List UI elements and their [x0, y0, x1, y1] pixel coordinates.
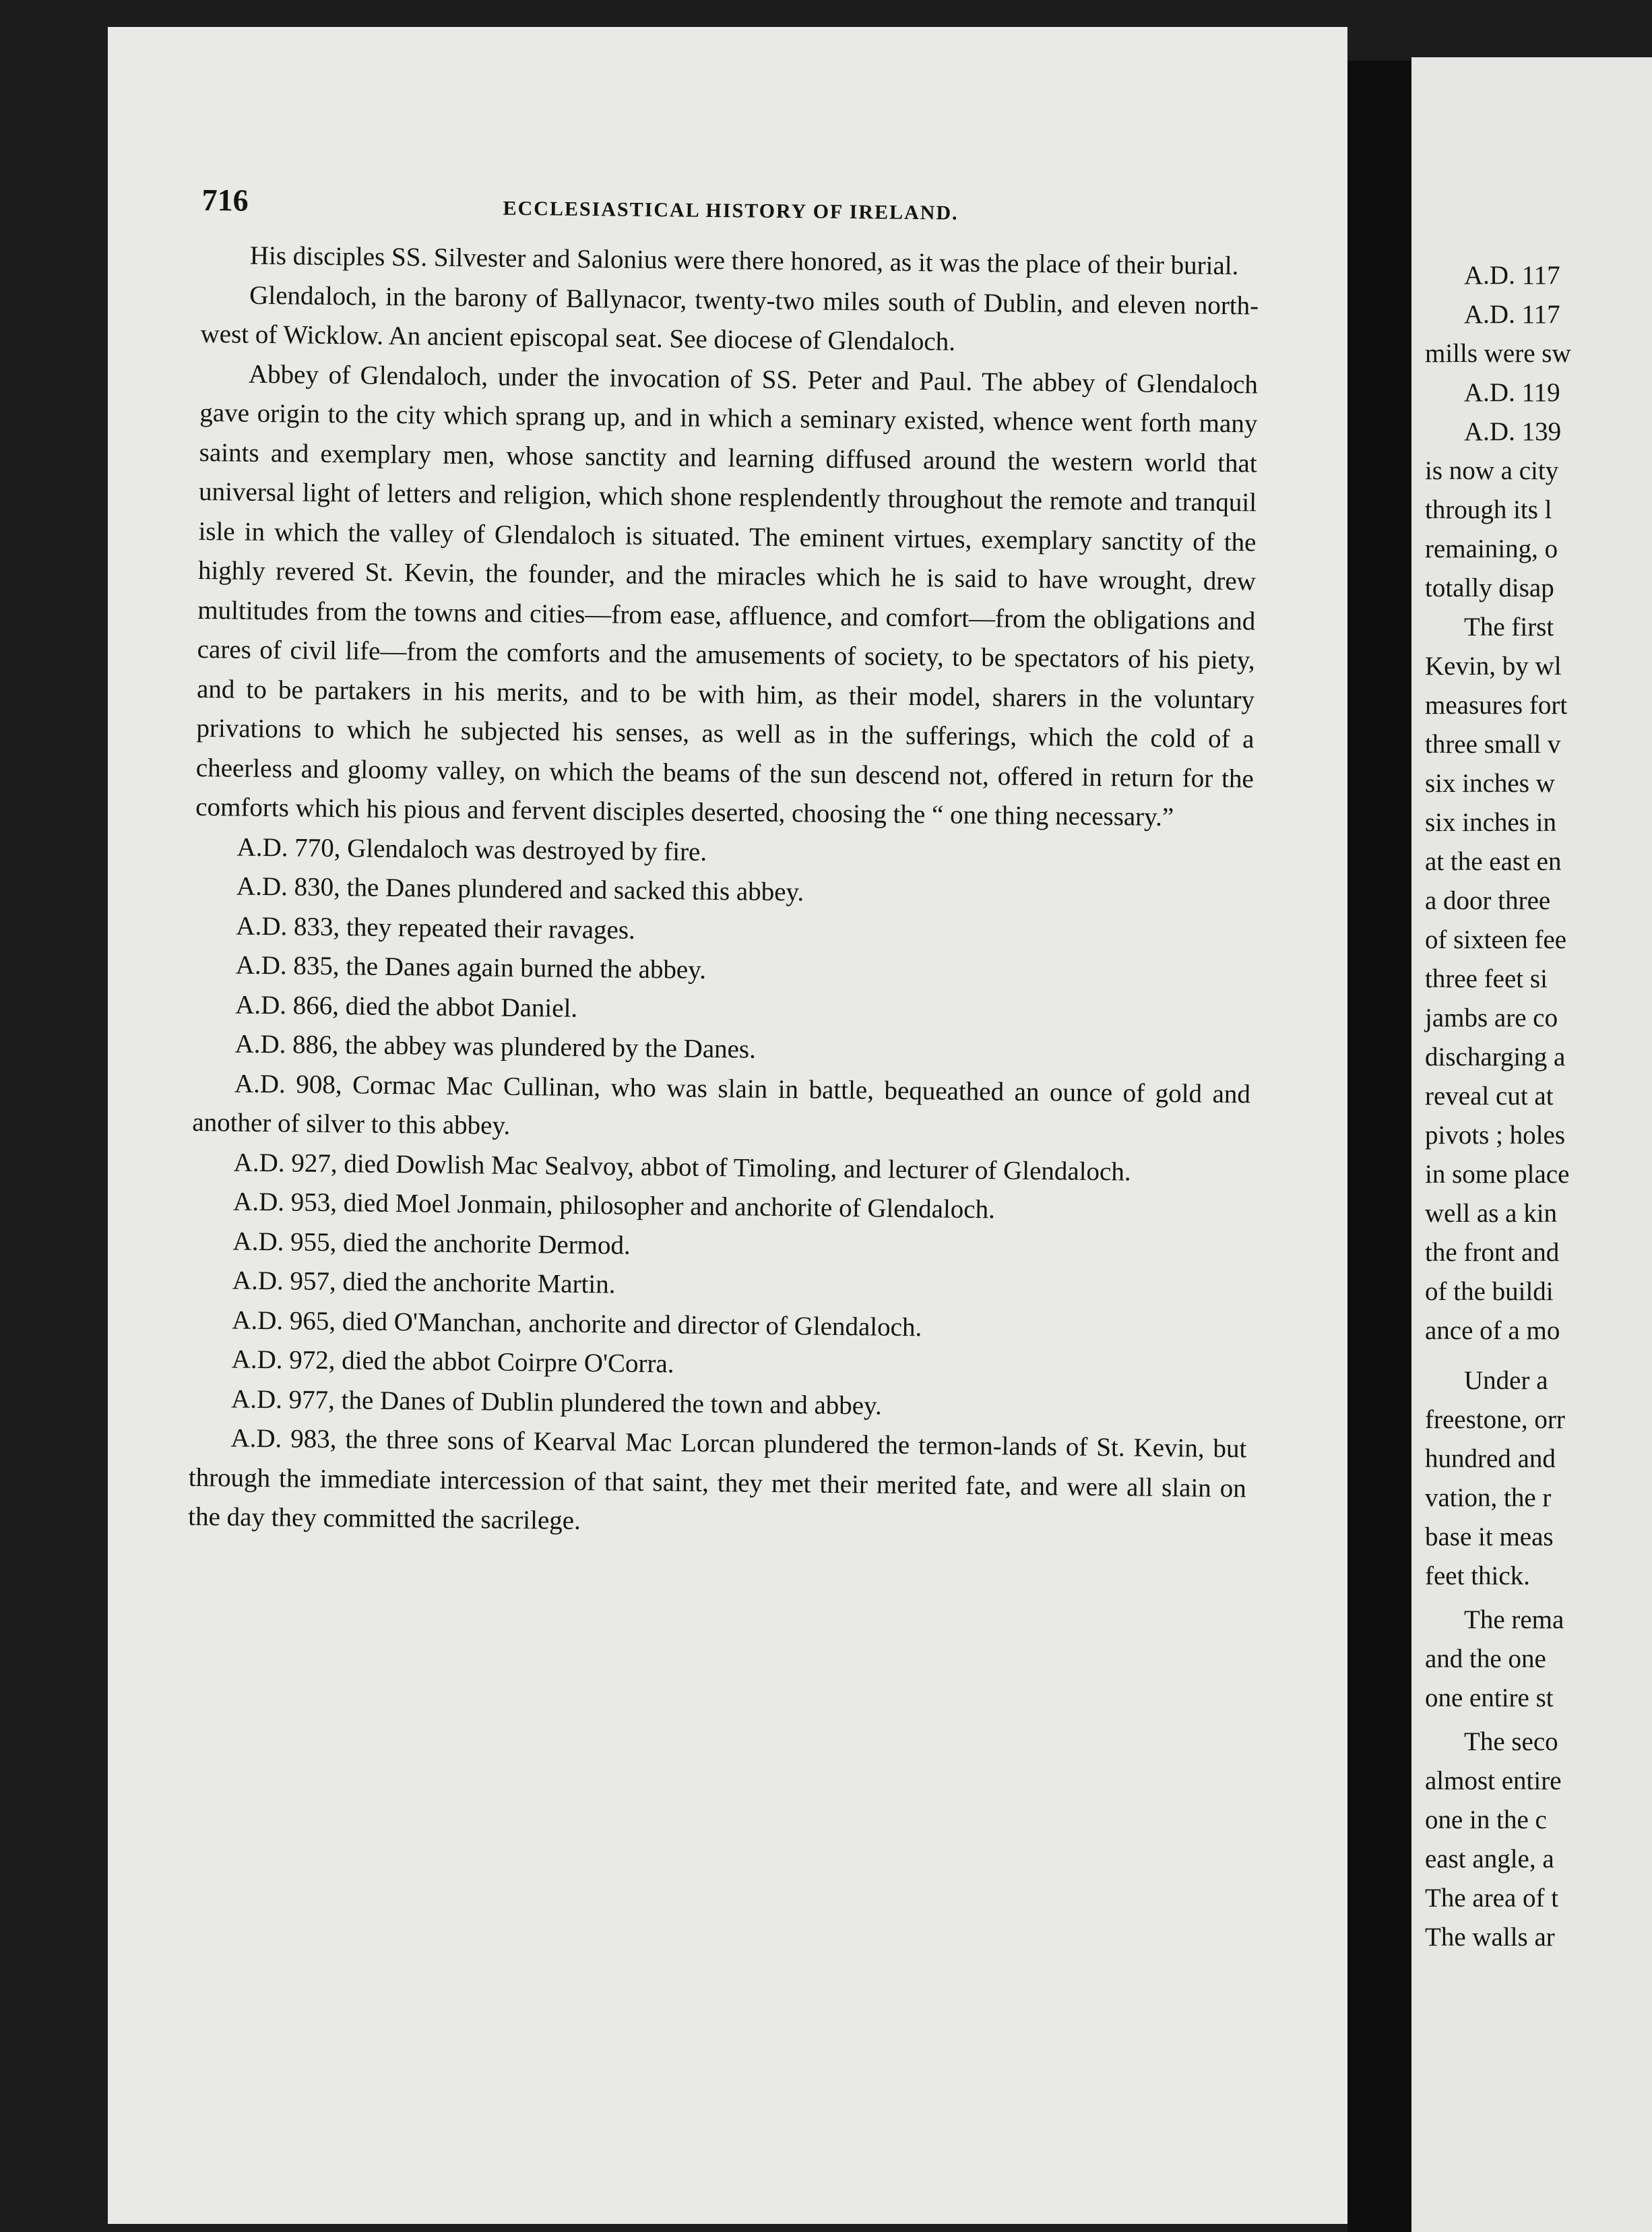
facing-line: east angle, a: [1425, 1844, 1554, 1873]
facing-line: A.D. 117: [1464, 300, 1560, 329]
facing-line: A.D. 119: [1464, 378, 1560, 407]
annal-entry: A.D. 955, died the anchorite Dermod.: [232, 1227, 631, 1260]
annal-entry: A.D. 770, Glendaloch was destroyed by fire.: [236, 832, 707, 867]
facing-line: one in the c: [1425, 1805, 1547, 1834]
facing-line: totally disap: [1425, 574, 1554, 602]
facing-line: The rema: [1464, 1605, 1564, 1634]
facing-line: jambs are co: [1425, 1003, 1558, 1032]
facing-line: The first: [1464, 613, 1554, 642]
facing-line: mills were sw: [1425, 339, 1571, 368]
annal-entry: A.D. 965, died O'Manchan, anchorite and director of Glendaloch.: [232, 1305, 922, 1342]
annal-entry: A.D. 977, the Danes of Dublin plundered the town and abbey.: [230, 1384, 883, 1421]
page-number: 716: [201, 182, 249, 218]
facing-line: almost entire: [1425, 1766, 1562, 1795]
facing-line: at the east en: [1425, 847, 1562, 876]
paragraph-burial: His disciples SS. Silvester and Salonius were there honored, as it was the place of their burial.: [249, 241, 1239, 281]
annal-entry: A.D. 927, died Dowlish Mac Sealvoy, abbot of Timoling, and lecturer of Glendaloch.: [233, 1148, 1131, 1187]
facing-line: one entire st: [1425, 1683, 1554, 1712]
facing-line: Under a: [1464, 1366, 1548, 1395]
annal-entry: A.D. 886, the abbey was plundered by the Danes.: [234, 1029, 757, 1064]
facing-line: A.D. 117: [1464, 261, 1560, 290]
facing-line: remaining, o: [1425, 534, 1558, 563]
annal-entry: A.D. 953, died Moel Jonmain, philosopher and anchorite of Glendaloch.: [232, 1187, 996, 1224]
annal-entry: A.D. 835, the Danes again burned the abbey.: [235, 950, 707, 985]
facing-line: reveal cut at: [1425, 1082, 1554, 1111]
running-title: ECCLESIASTICAL HISTORY OF IRELAND.: [503, 197, 959, 224]
facing-line: ance of a mo: [1425, 1316, 1560, 1345]
annal-entry: A.D. 908, Cormac Mac Cullinan, who was slain in battle, bequeathed an ounce of gold and another of silver to this abbey.: [192, 1069, 1251, 1140]
paragraph-abbey-description: Abbey of Glendaloch, under the invocation of SS. Peter and Paul. The abbey of Glendaloch gave origin to the city which sprang up, and in which a seminary existed, whence went forth many saints and exemplary men, whose sanctity and learning diffused around the western world that universal light of letters and religion, which shone resplendently throughout the remote and tranquil isle in which the valley of Glendaloch is situated. The eminent virtues, exemplary sanctity of the highly revered St. Kevin, the founder, and the miracles which he is said to have wrought, drew multitudes from the towns and cities—from ease, affluence, and comfort—from the obligations and cares of civil life—from the comforts and the amusements of society, to be spectators of his piety, and to be partakers in his merits, and to be with him, as their model, sharers in the voluntary privations to which he subjected his senses, as well as in the sufferings, which the cold of a cheerless and gloomy valley, on which the beams of the sun descend not, offered in return for the comforts which his pious and fervent disciples deserted, choosing the “ one thing necessary.”: [195, 359, 1259, 832]
facing-line: A.D. 139: [1464, 417, 1562, 446]
facing-line: a door three: [1425, 886, 1551, 915]
facing-line: Kevin, by wl: [1425, 652, 1562, 681]
facing-line: well as a kin: [1425, 1199, 1558, 1228]
facing-line: is now a city: [1425, 456, 1559, 485]
facing-line: six inches in: [1425, 808, 1556, 837]
facing-line: of sixteen fee: [1425, 925, 1567, 954]
paragraph-glendaloch-location: Glendaloch, in the barony of Ballynacor, twenty-two miles south of Dublin, and eleven north-west of Wicklow. An ancient episcopal seat. See diocese of Glendaloch.: [200, 280, 1259, 356]
facing-line: discharging a: [1425, 1043, 1566, 1072]
book-gutter: [1347, 61, 1411, 2232]
facing-line: and the one: [1425, 1644, 1546, 1673]
facing-line: hundred and: [1425, 1444, 1556, 1473]
annal-entry: A.D. 957, died the anchorite Martin.: [232, 1266, 616, 1299]
annal-entry: A.D. 972, died the abbot Coirpre O'Corra.: [231, 1344, 674, 1379]
facing-line: the front and: [1425, 1238, 1560, 1267]
annal-entry: A.D. 833, they repeated their ravages.: [236, 911, 635, 945]
page-text-block: [188, 182, 1260, 1548]
facing-line: freestone, orr: [1425, 1405, 1565, 1434]
facing-line: feet thick.: [1425, 1561, 1530, 1590]
running-head: [201, 182, 1260, 247]
facing-line: pivots ; holes: [1425, 1121, 1566, 1150]
facing-line: six inches w: [1425, 769, 1555, 798]
facing-line: in some place: [1425, 1160, 1570, 1189]
facing-line: The seco: [1464, 1727, 1558, 1756]
annal-entry: A.D. 830, the Danes plundered and sacked this abbey.: [236, 871, 804, 907]
facing-line: measures fort: [1425, 691, 1568, 720]
facing-line: vation, the r: [1425, 1483, 1552, 1512]
facing-line: through its l: [1425, 495, 1552, 524]
facing-line: The area of t: [1425, 1884, 1559, 1913]
facing-line: three feet si: [1425, 964, 1548, 993]
facing-line: three small v: [1425, 730, 1561, 759]
annal-entry: A.D. 983, the three sons of Kearval Mac Lorcan plundered the termon-lands of St. Kevin, but through the immediate intercession of that saint, they met their merited fate, and were all slain on the day they committed the sacrilege.: [188, 1423, 1247, 1535]
facing-line: of the buildi: [1425, 1277, 1554, 1306]
facing-line: base it meas: [1425, 1522, 1554, 1551]
annal-entry: A.D. 866, died the abbot Daniel.: [234, 990, 578, 1023]
facing-line: The walls ar: [1425, 1923, 1555, 1952]
